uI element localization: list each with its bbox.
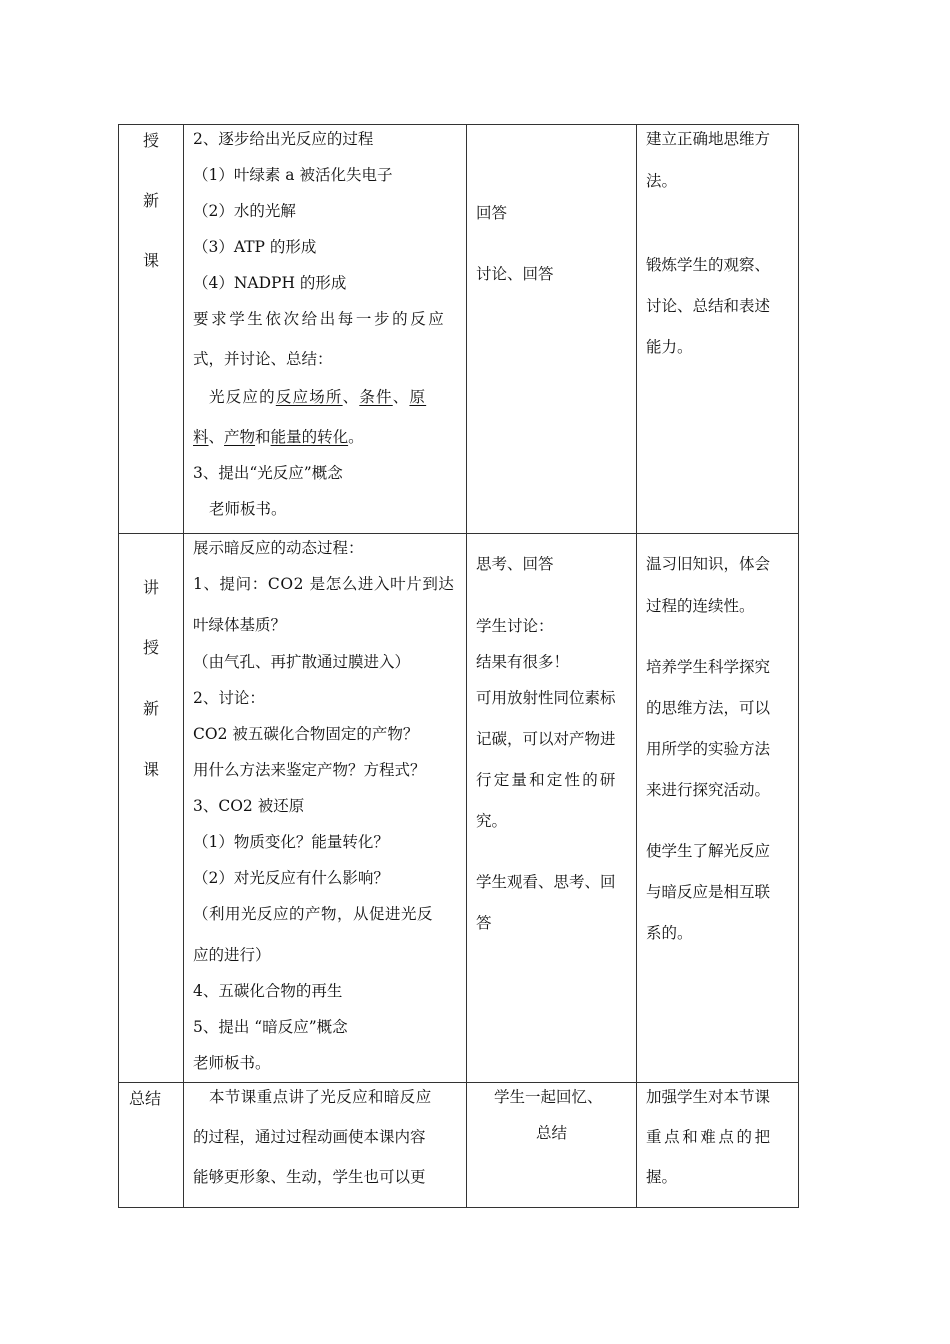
stage-char: 课	[143, 760, 160, 779]
student-text: 记碳，可以对产物进	[476, 730, 616, 748]
teacher-text: （由气孔、再扩散通过膜进入）	[193, 653, 411, 671]
purpose-text: 的思维方法，可以	[646, 699, 771, 717]
teacher-text: CO2 被五碳化合物固定的产物？	[193, 725, 419, 743]
purpose-text: 锻炼学生的观察、	[646, 256, 771, 274]
purpose-text: 与暗反应是相互联	[646, 883, 771, 901]
teacher-text: 叶绿体基质？	[193, 616, 287, 634]
student-text: 学生讨论：	[476, 617, 554, 635]
teacher-text: 1、提问：CO2 是怎么进入叶片到达	[193, 575, 455, 593]
student-text: 总结	[536, 1124, 568, 1142]
step-item: （4）NADPH 的形成	[193, 274, 347, 292]
stage-char: 讲	[143, 578, 160, 597]
student-text: 回答	[476, 204, 508, 222]
purpose-text: 建立正确地思维方	[646, 130, 771, 148]
teacher-text: （利用光反应的产物，从促进光反	[193, 905, 434, 923]
step-item: （3）ATP 的形成	[193, 238, 317, 256]
purpose-text: 使学生了解光反应	[646, 842, 771, 860]
lesson-plan-table	[118, 124, 799, 1208]
stage-char: 新	[143, 699, 160, 718]
stage-cell	[119, 534, 184, 1083]
summary-line: 料、产物和能量的转化。	[193, 428, 364, 446]
teacher-activity-cell	[184, 534, 467, 1083]
teacher-text: 3、CO2 被还原	[193, 797, 305, 815]
student-activity-cell	[467, 1083, 637, 1208]
teacher-activity-cell	[184, 1083, 467, 1208]
purpose-text: 法。	[646, 172, 678, 190]
student-text: 学生观看、思考、回	[476, 873, 616, 891]
teacher-activity-cell	[184, 125, 467, 534]
requirement-text: 式，并讨论、总结：	[193, 350, 333, 368]
student-text: 结果有很多！	[476, 653, 570, 671]
keyword-condition: 条件	[359, 388, 393, 406]
purpose-text: 来进行探究活动。	[646, 781, 771, 799]
step-title: 2、逐步给出光反应的过程	[193, 130, 374, 148]
keyword-material: 料	[193, 428, 209, 446]
student-text: 行定量和定性的研	[476, 771, 618, 789]
purpose-text: 过程的连续性。	[646, 597, 755, 615]
purpose-cell	[637, 125, 799, 534]
stage-label: 总结	[129, 1089, 162, 1108]
purpose-text: 讨论、总结和表述	[646, 297, 771, 315]
purpose-text: 培养学生科学探究	[646, 658, 771, 676]
stage-char: 授	[143, 131, 160, 150]
summary-line: 光反应的反应场所、条件、原	[209, 388, 427, 406]
teacher-text: 5、提出 “暗反应”概念	[193, 1018, 348, 1036]
table-row	[119, 1083, 799, 1208]
table-row	[119, 125, 799, 534]
teacher-text: 老师板书。	[193, 1054, 271, 1072]
concept-text: 3、提出“光反应”概念	[193, 464, 343, 482]
purpose-text: 温习旧知识，体会	[646, 555, 771, 573]
student-text: 答	[476, 914, 492, 932]
requirement-text: 要求学生依次给出每一步的反应	[193, 310, 447, 328]
purpose-text: 加强学生对本节课	[646, 1088, 771, 1106]
keyword-material: 原	[409, 388, 427, 406]
stage-cell	[119, 125, 184, 534]
purpose-cell	[637, 1083, 799, 1208]
summary-text: 的过程，通过过程动画使本课内容	[193, 1128, 426, 1146]
stage-char: 课	[143, 251, 160, 270]
student-activity-cell	[467, 534, 637, 1083]
teacher-text: 4、五碳化合物的再生	[193, 982, 343, 1000]
step-item: （1）叶绿素 a 被活化失电子	[193, 166, 393, 184]
student-text: 思考、回答	[476, 555, 554, 573]
teacher-text: 2、讨论：	[193, 689, 265, 707]
student-activity-cell	[467, 125, 637, 534]
teacher-text: 用什么方法来鉴定产物？方程式？	[193, 761, 426, 779]
purpose-cell	[637, 534, 799, 1083]
student-text: 可用放射性同位素标	[476, 689, 616, 707]
summary-text: 能够更形象、生动，学生也可以更	[193, 1168, 426, 1186]
keyword-energy: 能量的转化	[270, 428, 349, 446]
stage-char: 授	[143, 638, 160, 657]
table-row	[119, 534, 799, 1083]
purpose-text: 系的。	[646, 924, 693, 942]
teacher-text: （1）物质变化？能量转化？	[193, 833, 389, 851]
teacher-text: 展示暗反应的动态过程：	[193, 539, 364, 557]
stage-cell	[119, 1083, 184, 1208]
step-item: （2）水的光解	[193, 202, 296, 220]
purpose-text: 重点和难点的把	[646, 1128, 773, 1146]
purpose-text: 握。	[646, 1168, 678, 1186]
stage-char: 新	[143, 191, 160, 210]
summary-text: 本节课重点讲了光反应和暗反应	[209, 1088, 432, 1106]
teacher-text: （2）对光反应有什么影响？	[193, 869, 389, 887]
keyword-product: 产物	[224, 428, 256, 446]
purpose-text: 能力。	[646, 338, 693, 356]
student-text: 究。	[476, 812, 508, 830]
student-text: 学生一起回忆、	[494, 1088, 603, 1106]
student-text: 讨论、回答	[476, 265, 554, 283]
teacher-text: 应的进行）	[193, 946, 271, 964]
board-note: 老师板书。	[209, 500, 287, 518]
keyword-site: 反应场所	[275, 388, 343, 406]
purpose-text: 用所学的实验方法	[646, 740, 771, 758]
